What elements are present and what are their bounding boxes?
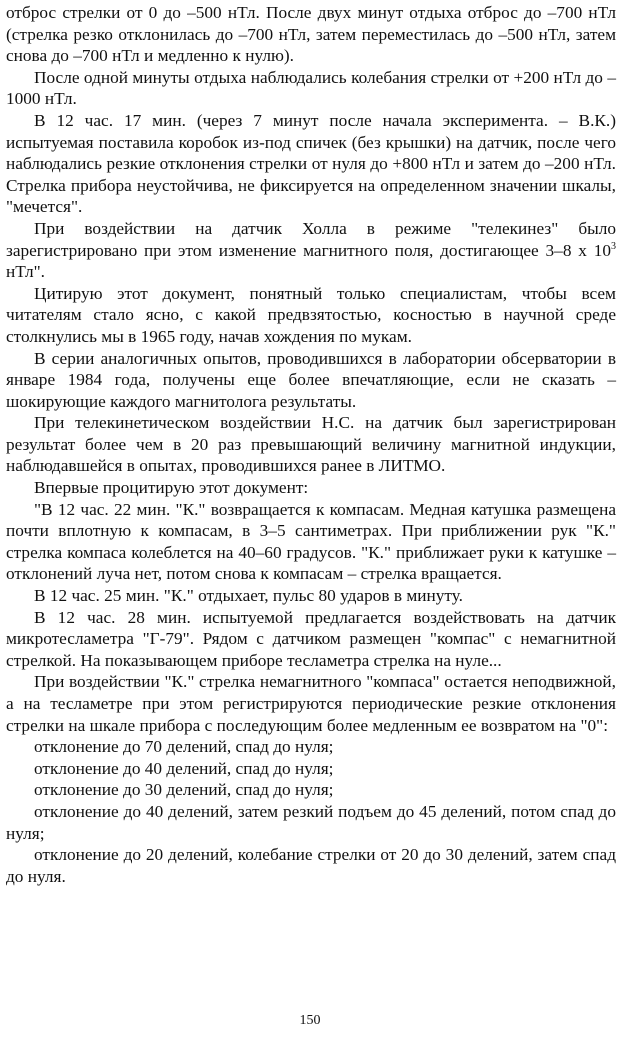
paragraph: Впервые процитирую этот документ: — [34, 478, 309, 498]
paragraph-text-tail: нТл". — [6, 262, 45, 282]
paragraph: При воздействии "К." стрелка немагнитного "компаса" остается неподвижной, а на тесламетре при этом регистрируются периодические резкие отклонения стрелки на шкале прибора с последующим более медленным ее возвратом на "0": — [6, 672, 616, 735]
paragraph: В 12 час. 25 мин. "К." отдыхает, пульс 80 ударов в минуту. — [34, 586, 463, 606]
paragraph: При телекинетическом воздействии Н.С. на датчик был зарегистрирован результат более чем в 20 раз превышающий величину магнитной индукции, наблюдавшейся в опытах, проводившихся ранее в ЛИТМО. — [6, 413, 616, 476]
paragraph: В 12 час. 17 мин. (через 7 минут после начала эксперимента. – В.К.) испытуемая поставила коробок из-под спичек (без крышки) на датчик, после чего наблюдались резкие отклонения стрелки от нуля до +800 нТл и затем до –200 нТл. Стрелка прибора неустойчива, не фиксируется на определенном значении шкалы, "мечется". — [6, 110, 616, 217]
paragraph-hall-sensor — [6, 218, 616, 283]
page-number: 150 — [299, 1013, 321, 1028]
paragraph: В серии аналогичных опытов, проводившихся в лаборатории обсерватории в январе 1984 года, получены еще более впечатляющие, если не сказать – шокирующие каждого магнитолога результаты. — [6, 348, 616, 411]
list-item: отклонение до 20 делений, колебание стрелки от 20 до 30 делений, затем спад до нуля. — [6, 845, 616, 886]
list-item: отклонение до 70 делений, спад до нуля; — [34, 737, 334, 757]
paragraph: "В 12 час. 22 мин. "К." возвращается к компасам. Медная катушка размещена почти вплотную к компасам, в 3–5 сантиметрах. При приближении рук "К." стрелка компаса колеблется на 40–60 градусов. "К." приближает руки к катушке – отклонений луча нет, потом снова к компасам – стрелка вращается. — [6, 499, 616, 584]
list-item: отклонение до 30 делений, спад до нуля; — [34, 780, 334, 800]
paragraph: После одной минуты отдыха наблюдались колебания стрелки от +200 нТл до –1000 нТл. — [6, 67, 616, 109]
body-text — [6, 2, 616, 887]
exponent: 3 — [611, 240, 616, 252]
paragraph: отброс стрелки от 0 до –500 нТл. После двух минут отдыха отброс до –700 нТл (стрелка резко отклонилась до –700 нТл, затем переместилась до –500 нТл, затем снова до –700 нТл и медленно к нулю). — [6, 3, 616, 66]
paragraph-text: При воздействии на датчик Холла в режиме "телекинез" было зарегистрировано при этом изменение магнитного поля, достигающее 3–8 x 10 — [6, 218, 616, 260]
paragraph: Цитирую этот документ, понятный только специалистам, чтобы всем читателям стало ясно, с какой предвзятостью, косностью в научной среде столкнулись мы в 1965 году, начав хождения по мукам. — [6, 283, 616, 346]
list-item: отклонение до 40 делений, затем резкий подъем до 45 делений, потом спад до нуля; — [6, 801, 616, 843]
paragraph: В 12 час. 28 мин. испытуемой предлагается воздействовать на датчик микротесламетра "Г-79". Рядом с датчиком размещен "компас" с немагнитной стрелкой. На показывающем приборе тесламетра стрелка на нуле... — [6, 607, 616, 670]
list-item: отклонение до 40 делений, спад до нуля; — [34, 758, 334, 778]
